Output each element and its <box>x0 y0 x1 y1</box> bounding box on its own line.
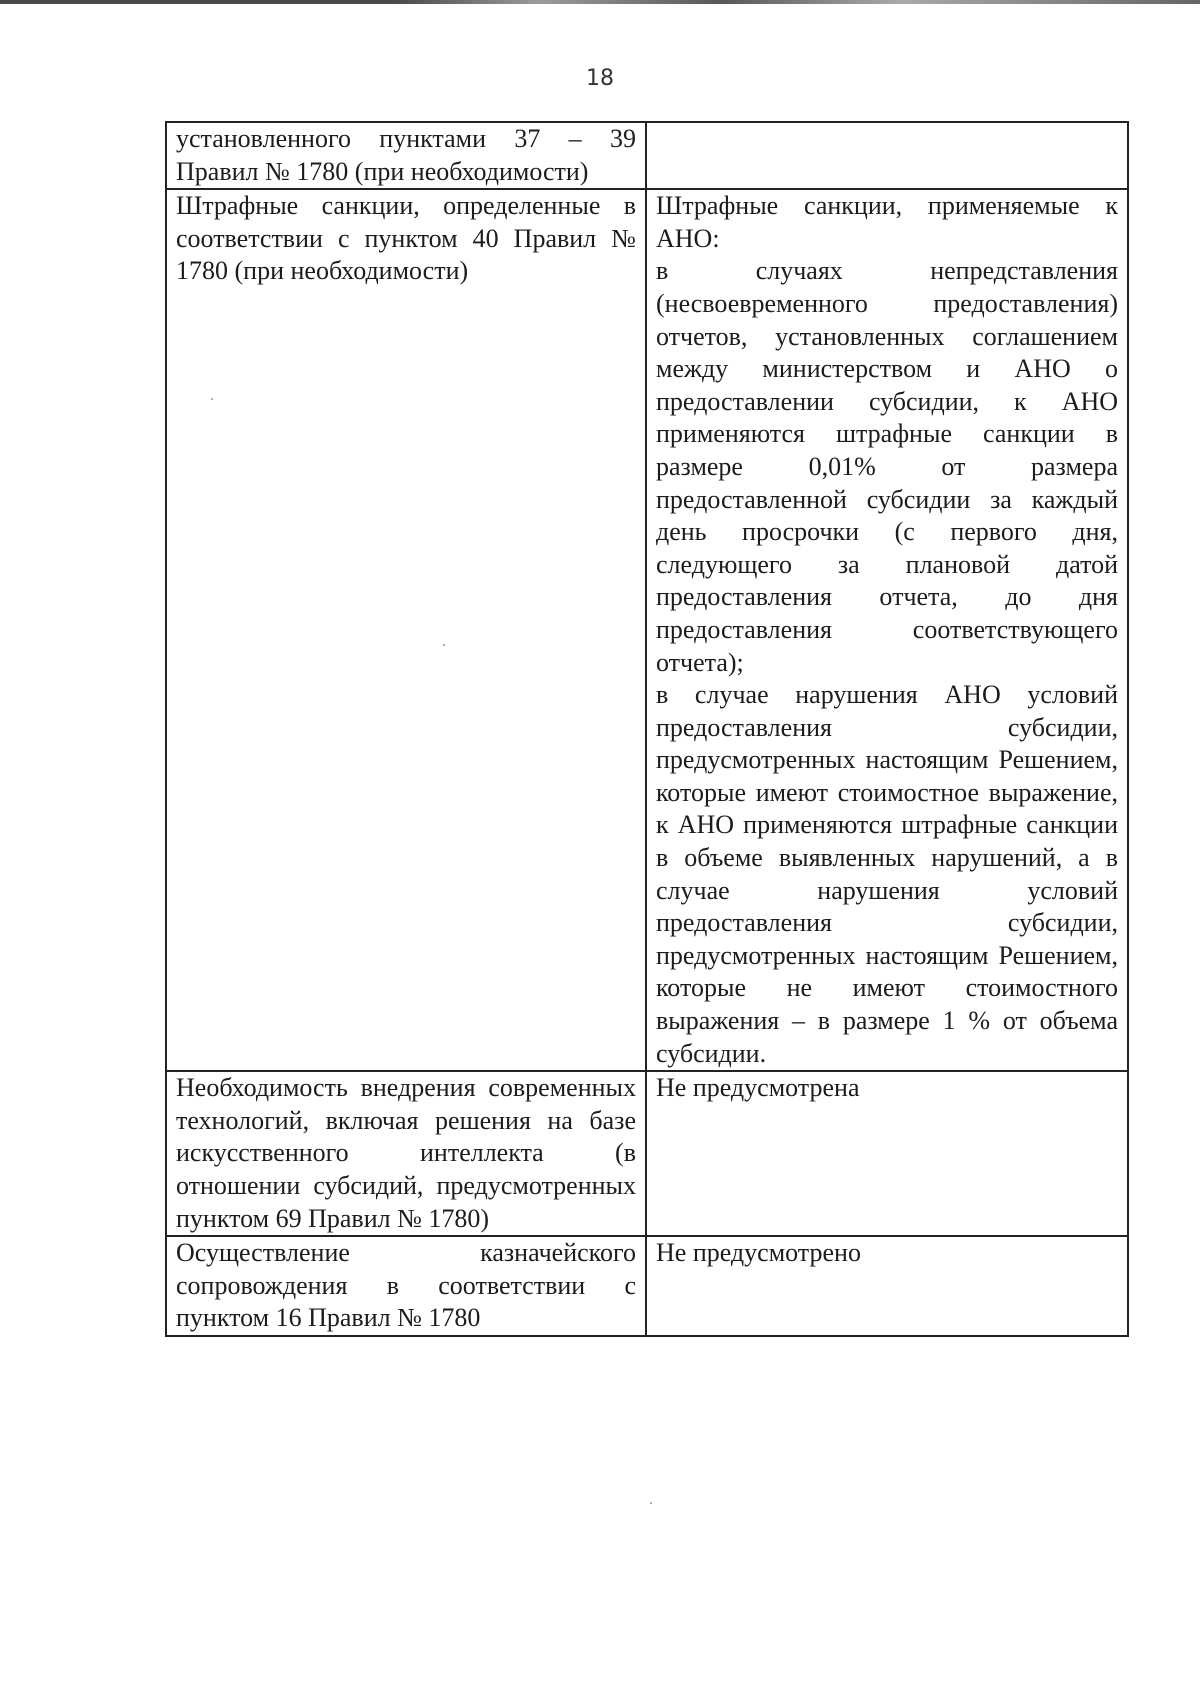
table-cell-value: Не предусмотрена <box>646 1071 1128 1236</box>
page-number: 18 <box>586 66 614 91</box>
table-row <box>166 189 1128 1071</box>
table-row <box>166 1071 1128 1236</box>
table-cell-criterion: установленного пунктами 37 – 39 Правил № 1780 (при необходимости) <box>166 122 646 189</box>
scan-speck <box>443 644 445 646</box>
table-cell-value: Не предусмотрено <box>646 1236 1128 1336</box>
table-cell-value: Штрафные санкции, применяемые к АНО: в случаях непредставления (несвоевременного предоставления) отчетов, установленных соглашением между министерством и АНО о предоставлении субсидии, к АНО применяются штрафные санкции в размере 0,01% от размера предоставленной субсидии за каждый день просрочки (с первого дня, следующего за плановой датой предоставления отчета, до дня предоставления соответствующего отчета); в случае нарушения АНО условий предоставления субсидии, предусмотренных настоящим Решением, которые имеют стоимостное выражение, к АНО применяются штрафные санкции в объеме выявленных нарушений, а в случае нарушения условий предоставления субсидии, предусмотренных настоящим Решением, которые не имеют стоимостного выражения – в размере 1 % от объема субсидии. <box>646 189 1128 1071</box>
document-table <box>165 121 1129 1337</box>
table-cell-criterion: Необходимость внедрения современных технологий, включая решения на базе искусственного интеллекта (в отношении субсидий, предусмотренных пунктом 69 Правил № 1780) <box>166 1071 646 1236</box>
table-cell-value <box>646 122 1128 189</box>
scan-speck <box>211 398 213 400</box>
table-cell-criterion: Штрафные санкции, определенные в соответствии с пунктом 40 Правил № 1780 (при необходимости) <box>166 189 646 1071</box>
scan-edge <box>0 0 1200 4</box>
table-row <box>166 1236 1128 1336</box>
scan-speck <box>650 1502 652 1504</box>
table-cell-criterion: Осуществление казначейского сопровождения в соответствии с пунктом 16 Правил № 1780 <box>166 1236 646 1336</box>
table-row <box>166 122 1128 189</box>
